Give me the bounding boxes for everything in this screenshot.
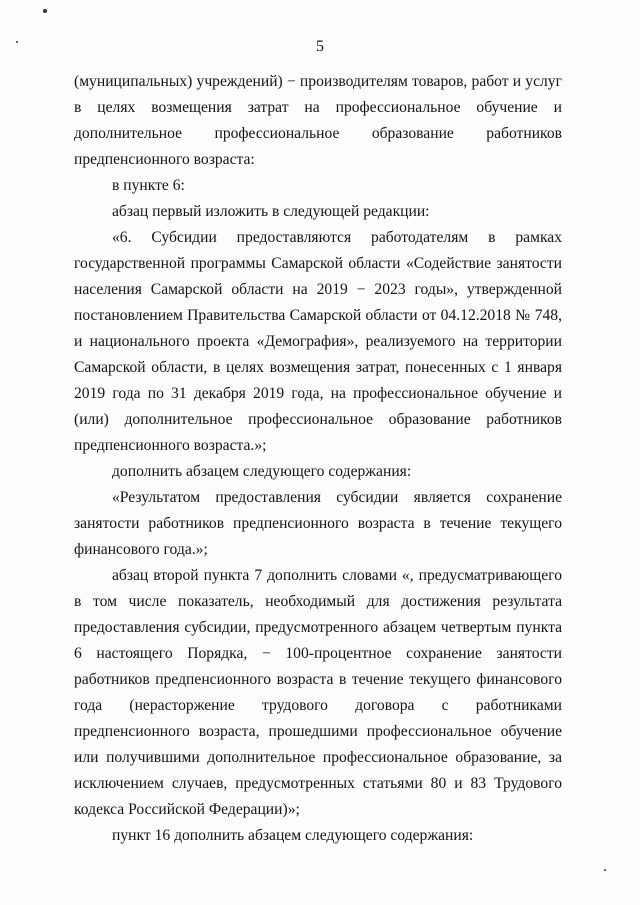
scan-speck [43,9,47,13]
paragraph-instruction: дополнить абзацем следующего содержания: [112,463,412,480]
paragraph-item-16: пункт 16 дополнить абзацем следующего содержания: [112,827,474,844]
document-body [74,69,562,849]
page-number: 5 [316,38,324,55]
paragraph-item-7: абзац второй пункта 7 дополнить словами «, предусматривающего в том числе показатель, необходимый для достижения результата предоставления субсидии, предусмотренного абзацем четвертым пункта 6 настоящего Порядка, − 100-процентное сохранение занятости работников предпенсионного возраста в течение текущего финансового года (нерасторжение трудового договора с работниками предпенсионного возраста, прошедшими профессиональное обучение или получившими дополнительное профессиональное образование, за исключением случаев, предусмотренных статьями 80 и 83 Трудового кодекса Российской Федерации)»; [74,567,562,818]
paragraph-result: «Результатом предоставления субсидии является сохранение занятости работников предпенсионного возраста в течение текущего финансового года.»; [74,489,562,558]
paragraph-instruction: абзац первый изложить в следующей редакции: [112,203,430,220]
scan-speck [604,869,606,871]
paragraph-item-6-heading: в пункте 6: [112,177,185,194]
paragraph-continuation: (муниципальных) учреждений) − производителям товаров, работ и услуг в целях возмещения затрат на профессиональное обучение и дополнительное профессиональное образование работников предпенсионного возраста: [74,73,562,168]
paragraph-item-6-text: «6. Субсидии предоставляются работодателям в рамках государственной программы Самарской области «Содействие занятости населения Самарской области на 2019 − 2023 годы», утвержденной постановлением Правительства Самарской области от 04.12.2018 № 748, и национального проекта «Демография», реализуемого на территории Самарской области, в целях возмещения затрат, понесенных с 1 января 2019 года по 31 декабря 2019 года, на профессиональное обучение и (или) дополнительное профессиональное образование работников предпенсионного возраста.»; [74,229,562,454]
